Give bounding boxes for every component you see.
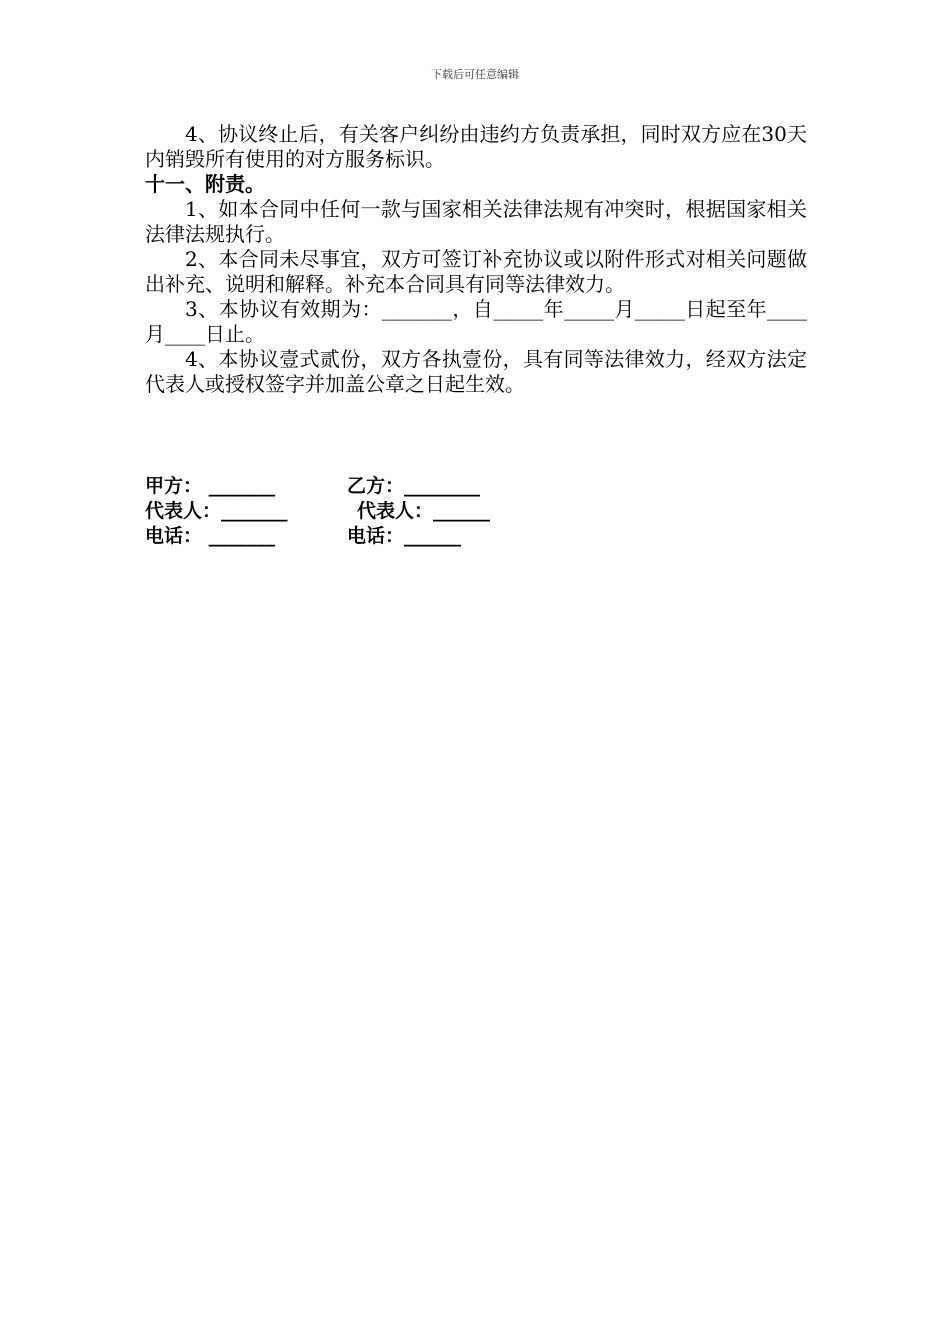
signature-block [145,474,645,549]
signature-row-representative [145,499,645,524]
representative-b-field: 代表人：______ [357,500,491,522]
phone-a-field: 电话： _______ [145,525,276,547]
party-b-field: 乙方：________ [347,475,481,497]
paragraph-clause-3: 3、本协议有效期为：_______，自_____年_____月_____日起至年____月____日止。 [145,297,807,346]
phone-b-field: 电话：______ [347,525,462,547]
paragraph-clause-2: 2、本合同未尽事宜，双方可签订补充协议或以附件形式对相关问题做出补充、说明和解释。补充本合同具有同等法律效力。 [145,247,807,296]
signature-row-phone [145,524,645,549]
paragraph-clause-4: 4、本协议壹式贰份，双方各执壹份，具有同等法律效力，经双方法定代表人或授权签字并加盖公章之日起生效。 [145,347,807,396]
party-a-field: 甲方： _______ [145,475,276,497]
paragraph-termination: 4、协议终止后，有关客户纠纷由违约方负责承担，同时双方应在30天内销毁所有使用的对方服务标识。 [145,122,807,171]
paragraph-clause-1: 1、如本合同中任何一款与国家相关法律法规有冲突时，根据国家相关法律法规执行。 [145,197,807,246]
page-header: 下载后可任意编辑 [431,68,519,81]
signature-row-party [145,474,645,499]
section-title: 十一、附责。 [145,172,265,196]
document-body [145,122,807,397]
representative-a-field: 代表人：_______ [145,500,288,522]
